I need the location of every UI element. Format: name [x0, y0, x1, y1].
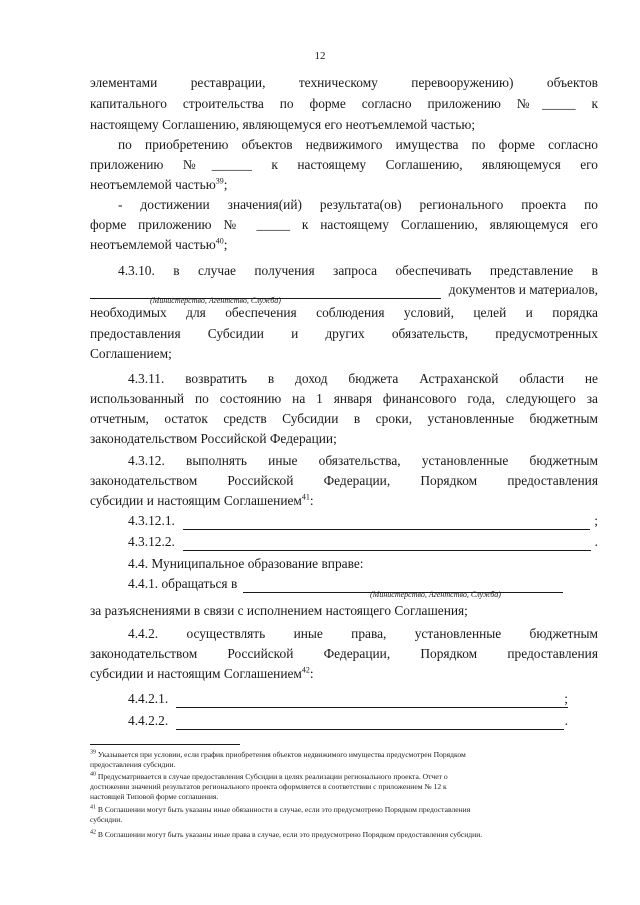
text-line: 4.3.12. выполнять иные обязательства, установленные бюджетным	[128, 453, 598, 468]
text-line: законодательством Российской Федерации;	[90, 431, 337, 446]
footnote-ref: 41	[301, 492, 310, 502]
blank-line	[183, 538, 591, 551]
text-line: субсидии и настоящим Соглашением$^{41}$:	[90, 492, 314, 508]
item-4-4-2-2: 4.4.2.2. .	[128, 713, 568, 728]
text-line: документов и материалов,	[90, 281, 598, 299]
footnote: $^{40}$ Предусматривается в случае предоставления Субсидии в целях реализации регионального проекта. Отчет о достижении значений результатов регионального проекта оформляется в соответствии с приложением № 12 к настоящей Типовой форме соглашения.	[90, 771, 448, 801]
text-line: использованный по состоянию на 1 января финансового года, следующего за	[90, 391, 598, 406]
text-line: - достижении значения(ий) результата(ов) регионального проекта по	[118, 197, 598, 212]
text-line: настоящему Соглашению, являющемуся его неотъемлемой частью;	[90, 117, 476, 132]
text-line: по приобретению объектов недвижимого имущества по форме согласно	[118, 137, 598, 152]
text-line: за разъяснениями в связи с исполнением настоящего Соглашения;	[90, 603, 468, 618]
footnote-ref: 40	[215, 236, 224, 246]
field-caption: (Министерство, Агентство, Служба)	[150, 296, 281, 305]
footnote-separator	[90, 744, 240, 745]
blank-line	[176, 695, 568, 708]
text-line: неотъемлемой частью$^{40}$;	[90, 236, 228, 252]
text-line: капитального строительства по форме согласно приложению №_____ к	[90, 96, 598, 111]
item-4-4-2-1: 4.4.2.1. ;	[128, 691, 568, 706]
text-line: субсидии и настоящим Соглашением$^{42}$:	[90, 665, 314, 681]
text-line: форме приложению № _____ к настоящему Соглашению, являющемуся его	[90, 217, 598, 232]
text-line: предоставления Субсидии и других обязательств, предусмотренных	[90, 326, 598, 341]
text-line: 4.4. Муниципальное образование вправе:	[128, 556, 364, 571]
blank-line	[183, 517, 590, 530]
text-line: необходимых для обеспечения соблюдения условий, целей и порядка	[90, 305, 598, 320]
text-line: неотъемлемой частью$^{39}$;	[90, 176, 228, 192]
item-4-4-1: 4.4.1. обращаться в	[90, 575, 598, 593]
footnote-ref: 42	[301, 665, 310, 675]
footnote: $^{42}$ В Соглашении могут быть указаны иные права в случае, если это предусмотрено Порядком предоставления субсидии.	[90, 829, 483, 839]
text-line: 4.3.10. в случае получения запроса обеспечивать представление в	[118, 263, 598, 278]
blank-line	[176, 717, 564, 730]
field-caption: (Министерство, Агентство, Служба)	[370, 590, 501, 599]
text-line: отчетным, остаток средств Субсидии в сроки, установленные бюджетным	[90, 411, 598, 426]
text-line: элементами реставрации, техническому перевооружению) объектов	[90, 75, 598, 90]
footnote: $^{41}$ В Соглашении могут быть указаны иные обязанности в случае, если это предусмотрено Порядком предоставления субсидии.	[90, 804, 471, 824]
text-line: приложению №______ к настоящему Соглашению, являющемуся его	[90, 157, 598, 172]
item-4-3-12-2: 4.3.12.2. .	[128, 534, 598, 549]
text-line: законодательством Российской Федерации, Порядком предоставления	[90, 473, 598, 488]
footnote: $^{39}$ Указывается при условии, если график приобретения объектов недвижимого имущества предусмотрен Порядком предоставления субсидии.	[90, 749, 466, 769]
text-line: Соглашением;	[90, 346, 172, 361]
footnote-ref: 39	[215, 176, 224, 186]
item-4-3-12-1: 4.3.12.1. ;	[128, 513, 598, 528]
page-number: 12	[314, 50, 326, 62]
text-line: 4.3.11. возвратить в доход бюджета Астраханской области не	[128, 371, 598, 386]
text-line: 4.4.2. осуществлять иные права, установленные бюджетным	[128, 626, 598, 641]
text-line: законодательством Российской Федерации, Порядком предоставления	[90, 646, 598, 661]
